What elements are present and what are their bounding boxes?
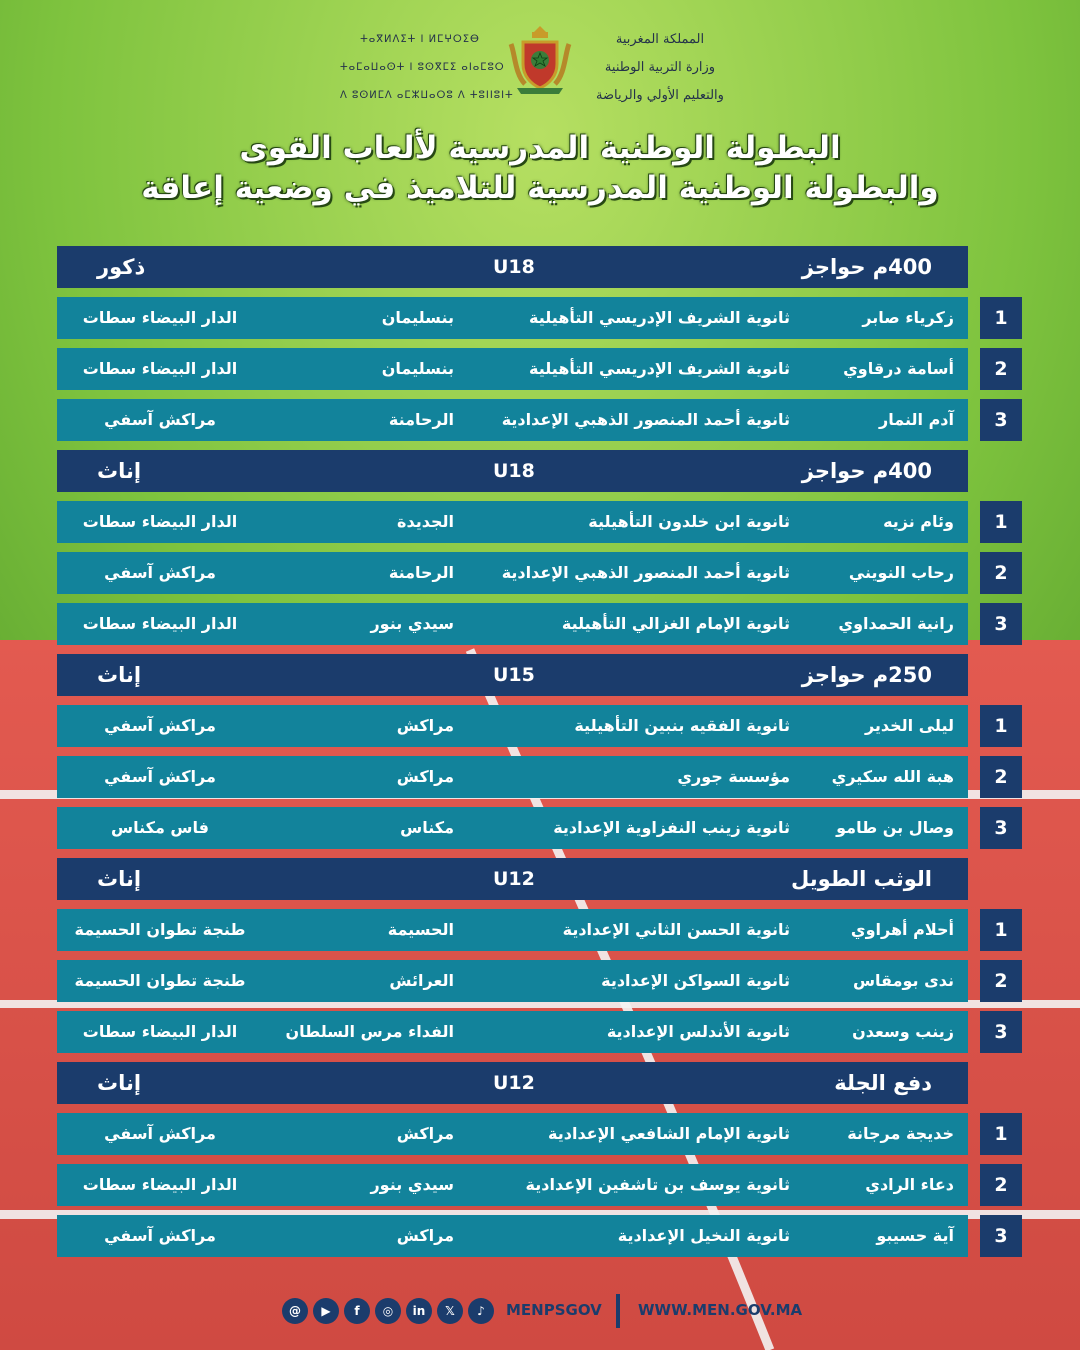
result-row bbox=[57, 552, 968, 594]
athlete-name: آية حسيبو bbox=[876, 1226, 954, 1245]
region-name: مراكش آسفي bbox=[104, 1124, 216, 1143]
athlete-name: ندى بومقاس bbox=[852, 971, 954, 990]
gender-category: إناث bbox=[97, 1071, 142, 1095]
athlete-name: دعاء الرادي bbox=[865, 1175, 954, 1194]
city-name: بنسليمان bbox=[381, 359, 454, 378]
region-name: طنجة تطوان الحسيمة bbox=[74, 920, 246, 939]
region-name: فاس مكناس bbox=[111, 818, 209, 837]
city-name: مكناس bbox=[400, 818, 454, 837]
athlete-name: زكرياء صابر bbox=[862, 308, 954, 327]
region-name: الدار البيضاء سطات bbox=[82, 308, 238, 327]
region-name: الدار البيضاء سطات bbox=[82, 512, 238, 531]
athlete-name: وئام نزيه bbox=[883, 512, 954, 531]
rank-badge: 2 bbox=[980, 552, 1022, 594]
event-name: 400م حواجز bbox=[801, 255, 932, 279]
rank-badge: 3 bbox=[980, 399, 1022, 441]
event-name: 400م حواجز bbox=[801, 459, 932, 483]
athlete-name: رحاب النويني bbox=[848, 563, 954, 582]
rank-badge: 2 bbox=[980, 960, 1022, 1002]
athlete-name: آدم النمار bbox=[879, 410, 954, 429]
athlete-name: وصال بن طامو bbox=[836, 818, 954, 837]
ministry-line2-tifinagh: ⴷ ⵓⵙⵍⵎⴷ ⴰⵎⵣⵡⴰⵔⵓ ⴷ ⵜⵓⵏⵏⵓⵏⵜ bbox=[340, 90, 514, 101]
ministry-line2-arabic: والتعليم الأولي والرياضة bbox=[596, 88, 724, 103]
school-name: ثانوية أحمد المنصور الذهبي الإعدادية bbox=[501, 410, 790, 429]
rank-badge: 1 bbox=[980, 297, 1022, 339]
ministry-line1-arabic: وزارة التربية الوطنية bbox=[604, 60, 716, 75]
gender-category: إناث bbox=[97, 663, 142, 687]
school-name: ثانوية زينب النفزاوية الإعدادية bbox=[553, 818, 790, 837]
event-name: الوثب الطويل bbox=[790, 867, 932, 891]
ministry-name-arabic bbox=[580, 26, 740, 110]
title-line-2: والبطولة الوطنية المدرسية للتلاميذ في وضعية إعاقة bbox=[141, 170, 939, 206]
result-row bbox=[57, 399, 968, 441]
age-category: U12 bbox=[493, 1072, 535, 1094]
rank-badge: 1 bbox=[980, 909, 1022, 951]
age-category: U15 bbox=[493, 664, 535, 686]
school-name: ثانوية النخيل الإعدادية bbox=[617, 1226, 790, 1245]
result-row bbox=[57, 1011, 968, 1053]
footer-divider bbox=[616, 1294, 620, 1328]
school-name: ثانوية الشريف الإدريسي التأهيلية bbox=[529, 359, 790, 378]
athlete-name: أسامة درقاوي bbox=[843, 359, 954, 378]
region-name: مراكش آسفي bbox=[104, 1226, 216, 1245]
rank-badge: 1 bbox=[980, 1113, 1022, 1155]
region-name: الدار البيضاء سطات bbox=[82, 1175, 238, 1194]
school-name: مؤسسة جوري bbox=[677, 767, 790, 786]
rank-badge: 1 bbox=[980, 501, 1022, 543]
event-header bbox=[57, 246, 968, 288]
result-row bbox=[57, 1164, 968, 1206]
gender-category: إناث bbox=[97, 459, 142, 483]
school-name: ثانوية السواكن الإعدادية bbox=[601, 971, 790, 990]
gender-category: إناث bbox=[97, 867, 142, 891]
gender-category: ذكور bbox=[97, 255, 146, 279]
athlete-name: ليلى الخدير bbox=[864, 716, 954, 735]
school-name: ثانوية الشريف الإدريسي التأهيلية bbox=[529, 308, 790, 327]
region-name: طنجة تطوان الحسيمة bbox=[74, 971, 246, 990]
region-name: الدار البيضاء سطات bbox=[82, 614, 238, 633]
city-name: الفداء مرس السلطان bbox=[285, 1022, 454, 1041]
event-name: دفع الجلة bbox=[834, 1071, 932, 1095]
school-name: ثانوية يوسف بن تاشفين الإعدادية bbox=[525, 1175, 790, 1194]
athlete-name: خديجة مرجانة bbox=[847, 1124, 954, 1143]
event-header bbox=[57, 450, 968, 492]
linkedin-icon[interactable]: in bbox=[406, 1298, 432, 1324]
school-name: ثانوية ابن خلدون التأهيلية bbox=[588, 512, 790, 531]
city-name: بنسليمان bbox=[381, 308, 454, 327]
website-link[interactable]: WWW.MEN.GOV.MA bbox=[638, 1301, 803, 1319]
facebook-icon[interactable]: f bbox=[344, 1298, 370, 1324]
rank-badge: 3 bbox=[980, 807, 1022, 849]
city-name: مراكش bbox=[396, 1124, 454, 1143]
athlete-name: زينب وسعدن bbox=[852, 1022, 954, 1041]
event-name: 250م حواجز bbox=[801, 663, 932, 687]
rank-badge: 2 bbox=[980, 756, 1022, 798]
result-row bbox=[57, 348, 968, 390]
age-category: U18 bbox=[493, 460, 535, 482]
x-icon[interactable]: 𝕏 bbox=[437, 1298, 463, 1324]
age-category: U12 bbox=[493, 868, 535, 890]
city-name: العرائش bbox=[389, 971, 454, 990]
school-name: ثانوية الفقيه بنبين التأهيلية bbox=[574, 716, 790, 735]
rank-badge: 2 bbox=[980, 348, 1022, 390]
kingdom-name-arabic: المملكة المغربية bbox=[615, 32, 705, 47]
school-name: ثانوية الإمام الشافعي الإعدادية bbox=[548, 1124, 790, 1143]
school-name: ثانوية الحسن الثاني الإعدادية bbox=[562, 920, 790, 939]
ministry-name-tifinagh bbox=[340, 26, 514, 110]
region-name: الدار البيضاء سطات bbox=[82, 359, 238, 378]
kingdom-name-tifinagh: ⵜⴰⴳⵍⴷⵉⵜ ⵏ ⵍⵎⵖⵔⵉⴱ bbox=[360, 34, 480, 45]
region-name: مراكش آسفي bbox=[104, 767, 216, 786]
school-name: ثانوية أحمد المنصور الذهبي الإعدادية bbox=[501, 563, 790, 582]
region-name: الدار البيضاء سطات bbox=[82, 1022, 238, 1041]
event-header bbox=[57, 1062, 968, 1104]
event-header bbox=[57, 858, 968, 900]
instagram-icon[interactable]: ◎ bbox=[375, 1298, 401, 1324]
result-row bbox=[57, 756, 968, 798]
city-name: مراكش bbox=[396, 716, 454, 735]
athlete-name: رانية الحمداوي bbox=[838, 614, 954, 633]
tiktok-icon[interactable]: ♪ bbox=[468, 1298, 494, 1324]
result-row bbox=[57, 603, 968, 645]
title-line-1: البطولة الوطنية المدرسية لألعاب القوى bbox=[239, 130, 841, 166]
rank-badge: 3 bbox=[980, 603, 1022, 645]
city-name: الحسيمة bbox=[387, 920, 454, 939]
city-name: مراكش bbox=[396, 1226, 454, 1245]
footer bbox=[0, 1292, 1080, 1334]
result-row bbox=[57, 1215, 968, 1257]
athlete-name: هبة الله سكيري bbox=[831, 767, 954, 786]
rank-badge: 3 bbox=[980, 1011, 1022, 1053]
result-row bbox=[57, 960, 968, 1002]
event-header bbox=[57, 654, 968, 696]
ministry-header bbox=[0, 18, 1080, 108]
athlete-name: أحلام أهراوي bbox=[850, 920, 954, 939]
region-name: مراكش آسفي bbox=[104, 410, 216, 429]
city-name: الرحامنة bbox=[388, 410, 454, 429]
youtube-icon[interactable]: ▶ bbox=[313, 1298, 339, 1324]
result-row bbox=[57, 501, 968, 543]
city-name: مراكش bbox=[396, 767, 454, 786]
rank-badge: 2 bbox=[980, 1164, 1022, 1206]
result-row bbox=[57, 705, 968, 747]
age-category: U18 bbox=[493, 256, 535, 278]
threads-icon[interactable]: @ bbox=[282, 1298, 308, 1324]
city-name: سيدي بنور bbox=[370, 614, 454, 633]
result-row bbox=[57, 297, 968, 339]
region-name: مراكش آسفي bbox=[104, 716, 216, 735]
social-handle[interactable]: MENPSGOV bbox=[506, 1301, 602, 1319]
rank-badge: 1 bbox=[980, 705, 1022, 747]
royal-emblem-icon bbox=[505, 24, 575, 98]
city-name: سيدي بنور bbox=[370, 1175, 454, 1194]
city-name: الرحامنة bbox=[388, 563, 454, 582]
result-row bbox=[57, 807, 968, 849]
rank-badge: 3 bbox=[980, 1215, 1022, 1257]
region-name: مراكش آسفي bbox=[104, 563, 216, 582]
school-name: ثانوية الإمام الغزالي التأهيلية bbox=[561, 614, 790, 633]
result-row bbox=[57, 909, 968, 951]
ministry-line1-tifinagh: ⵜⴰⵎⴰⵡⴰⵙⵜ ⵏ ⵓⵙⴳⵎⵉ ⴰⵏⴰⵎⵓⵔ bbox=[340, 62, 505, 73]
page-title bbox=[0, 128, 1080, 208]
school-name: ثانوية الأندلس الإعدادية bbox=[606, 1022, 790, 1041]
city-name: الجديدة bbox=[397, 512, 454, 531]
result-row bbox=[57, 1113, 968, 1155]
